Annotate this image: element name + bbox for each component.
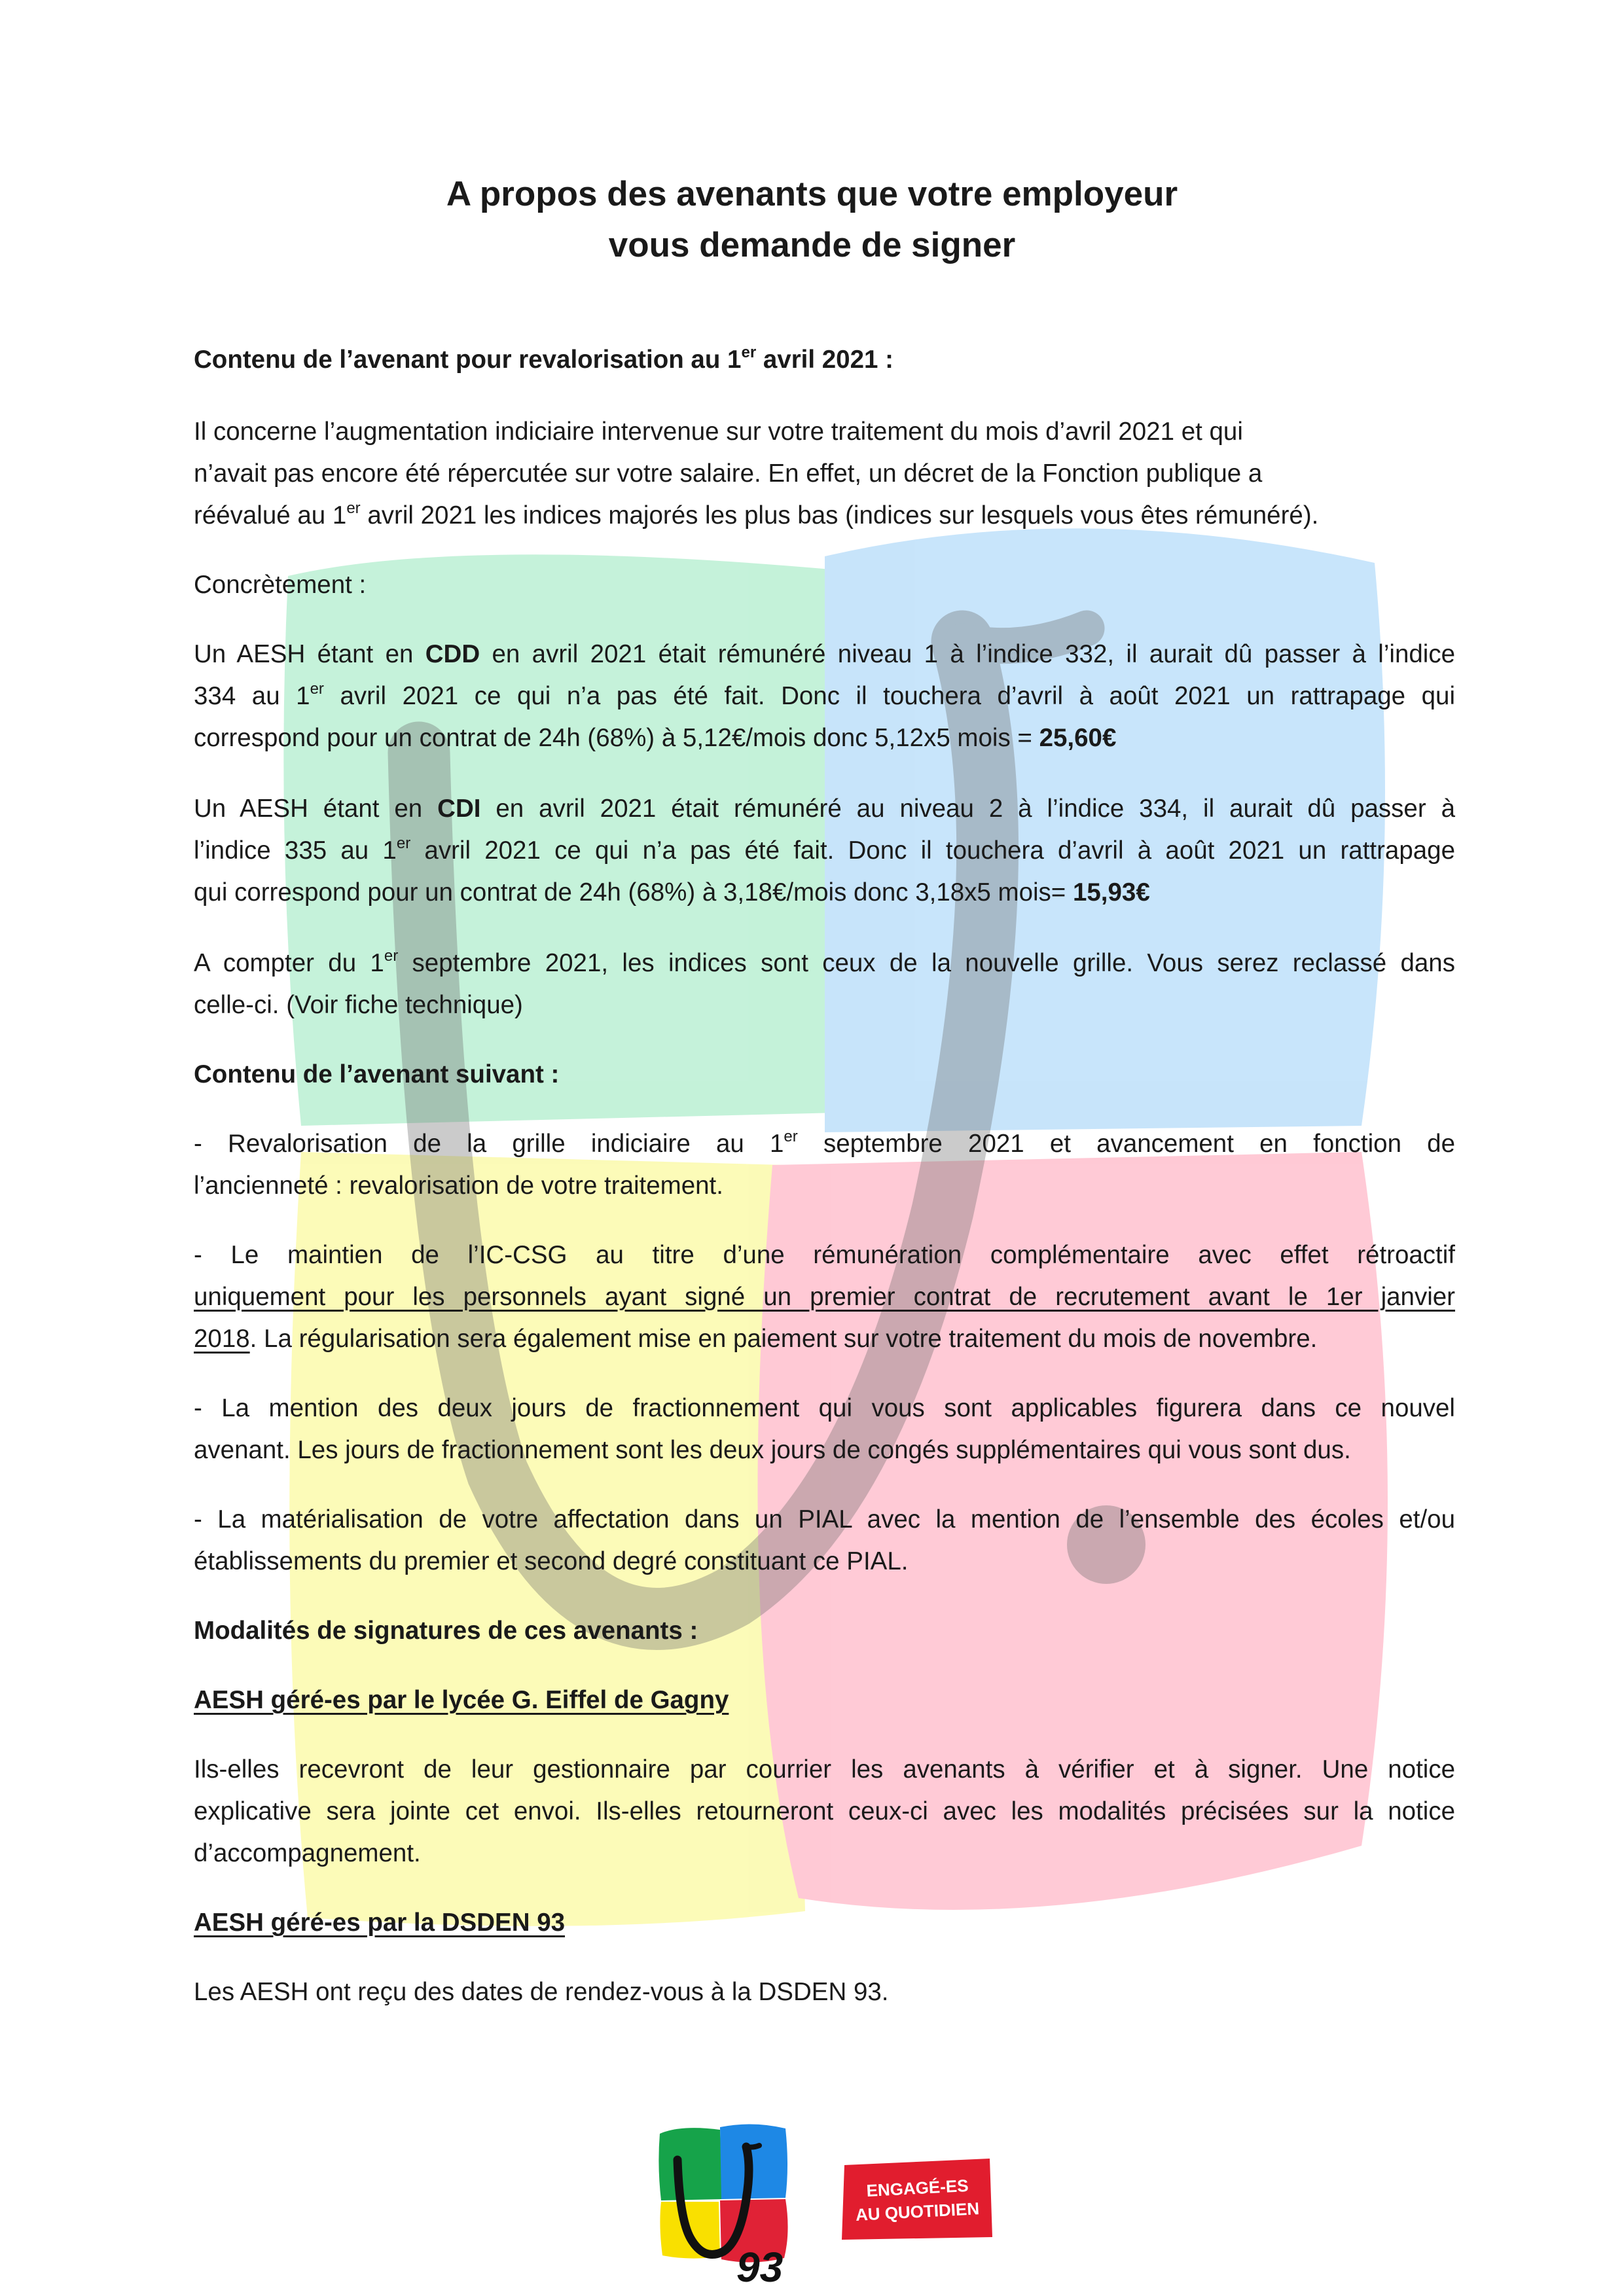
paragraph-cdi-line-2: l’indice 335 au 1er avril 2021 ce qui n’a pas été fait. Donc il touchera d’avril à août 2021 un rattrapage xyxy=(194,834,1455,865)
section-heading-lycee-eiffel: AESH géré-es par le lycée G. Eiffel de Gagny xyxy=(194,1686,729,1714)
paragraph-cdi-line-3: qui correspond pour un contrat de 24h (68%) à 3,18€/mois donc 3,18x5 mois= 15,93€ xyxy=(194,878,1150,906)
bullet-fractionnement-line-2: avenant. Les jours de fractionnement sont les deux jours de congés supplémentaires qui vous sont dus. xyxy=(194,1436,1351,1464)
bullet-revalorisation-line-2: l’ancienneté : revalorisation de votre traitement. xyxy=(194,1172,723,1200)
paragraph-cdd-line-1: Un AESH étant en CDD en avril 2021 était rémunéré niveau 1 à l’indice 332, il aurait dû passer à l’indice xyxy=(194,640,1456,668)
bullet-pial-line-1: - La matérialisation de votre affectation dans un PIAL avec la mention de l’ensemble des écoles et/ou xyxy=(194,1505,1455,1534)
bullet-fractionnement-line-1: - La mention des deux jours de fractionnement qui vous sont applicables figurera dans ce nouvel xyxy=(194,1394,1455,1422)
paragraph-intro-line-3: réévalué au 1er avril 2021 les indices majorés les plus bas (indices sur lesquels vous êtes rémunéré). xyxy=(194,499,1319,529)
paragraph-lycee-line-2: explicative sera jointe cet envoi. Ils-elles retourneront ceux-ci avec les modalités précisées sur la notice xyxy=(194,1797,1455,1825)
section-heading-modalites: Modalités de signatures de ces avenants : xyxy=(194,1617,698,1645)
bullet-revalorisation-line-1: - Revalorisation de la grille indiciaire au 1er septembre 2021 et avancement en fonction de xyxy=(194,1128,1455,1158)
paragraph-cdi-line-1: Un AESH étant en CDI en avril 2021 était rémunéré au niveau 2 à l’indice 334, il aurait dû passer à xyxy=(194,795,1455,823)
badge-line-1: ENGAGÉ-ES xyxy=(865,2175,969,2201)
paragraph-dsden: Les AESH ont reçu des dates de rendez-vous à la DSDEN 93. xyxy=(194,1978,889,2006)
paragraph-cdd-line-2: 334 au 1er avril 2021 ce qui n’a pas été fait. Donc il touchera d’avril à août 2021 un rattrapage qui xyxy=(194,680,1455,710)
bullet-ic-csg-line-2: uniquement pour les personnels ayant signé un premier contrat de recrutement avant le 1er janvier xyxy=(194,1283,1455,1311)
logo-u93-number: 93 xyxy=(736,2244,784,2284)
paragraph-intro-line-2: n’avait pas encore été répercutée sur votre salaire. En effet, un décret de la Fonction publique a xyxy=(194,459,1263,488)
bullet-pial-line-2: établissements du premier et second degré constituant ce PIAL. xyxy=(194,1547,909,1575)
paragraph-intro-line-1: Il concerne l’augmentation indiciaire intervenue sur votre traitement du mois d’avril 2021 et qui xyxy=(194,418,1243,446)
paragraph-lycee-line-3: d’accompagnement. xyxy=(194,1839,421,1867)
section-heading-revalorisation: Contenu de l’avenant pour revalorisation au 1er avril 2021 : xyxy=(194,344,893,374)
section-heading-avenant-suivant: Contenu de l’avenant suivant : xyxy=(194,1060,560,1088)
bullet-ic-csg-line-1: - Le maintien de l’IC-CSG au titre d’une rémunération complémentaire avec effet rétroactif xyxy=(194,1241,1455,1269)
union-u93-logo xyxy=(655,2121,792,2284)
bullet-ic-csg-line-3: 2018. La régularisation sera également mise en paiement sur votre traitement du mois de novembre. xyxy=(194,1325,1318,1353)
paragraph-september-line-1: A compter du 1er septembre 2021, les indices sont ceux de la nouvelle grille. Vous serez reclassé dans xyxy=(194,947,1455,977)
section-heading-dsden: AESH géré-es par la DSDEN 93 xyxy=(194,1909,566,1937)
document-title-line-1: A propos des avenants que votre employeur xyxy=(446,175,1178,213)
paragraph-september-line-2: celle-ci. (Voir fiche technique) xyxy=(194,991,523,1019)
concretement-label: Concrètement : xyxy=(194,571,367,599)
badge-line-2: AU QUOTIDIEN xyxy=(855,2198,980,2225)
paragraph-cdd-line-3: correspond pour un contrat de 24h (68%) à 5,12€/mois donc 5,12x5 mois = 25,60€ xyxy=(194,724,1117,752)
document-title-line-2: vous demande de signer xyxy=(608,226,1016,264)
paragraph-lycee-line-1: Ils-elles recevront de leur gestionnaire par courrier les avenants à vérifier et à signer. Une notice xyxy=(194,1755,1455,1784)
engage-es-badge xyxy=(838,2153,995,2245)
